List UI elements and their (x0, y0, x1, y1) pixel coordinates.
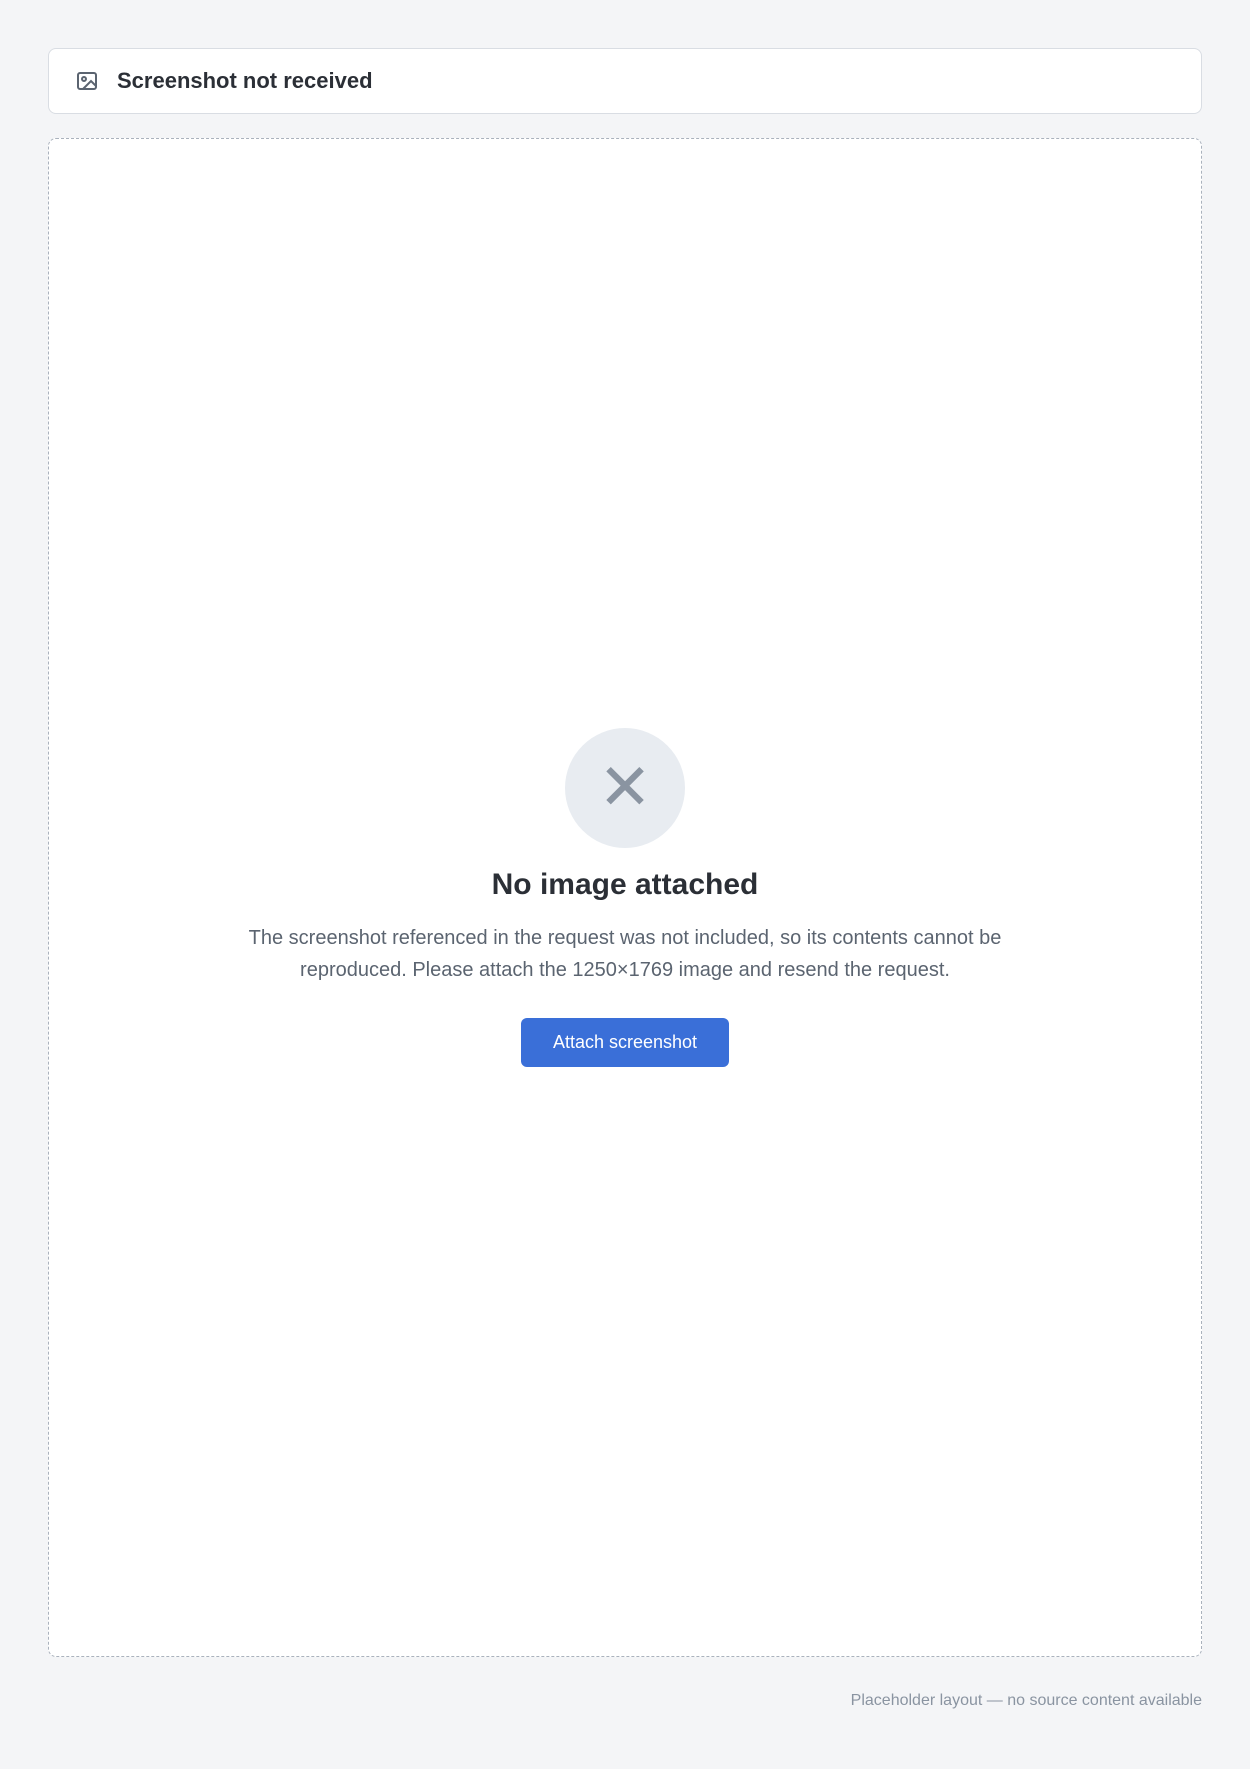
missing-image-icon: ✕ (565, 728, 685, 848)
footer-note: Placeholder layout — no source content available (850, 1692, 1202, 1709)
top-bar (48, 48, 1202, 114)
empty-state-panel (48, 138, 1202, 1657)
attach-screenshot-button[interactable]: Attach screenshot (521, 1018, 729, 1067)
page-title: Screenshot not received (117, 68, 373, 93)
image-icon (73, 67, 101, 95)
empty-state-message: The screenshot referenced in the request was not included, so its contents cannot be reproduced. Please attach the 1250×1769 image and resend the request. (248, 927, 1002, 981)
empty-state-heading: No image attached (491, 868, 759, 901)
